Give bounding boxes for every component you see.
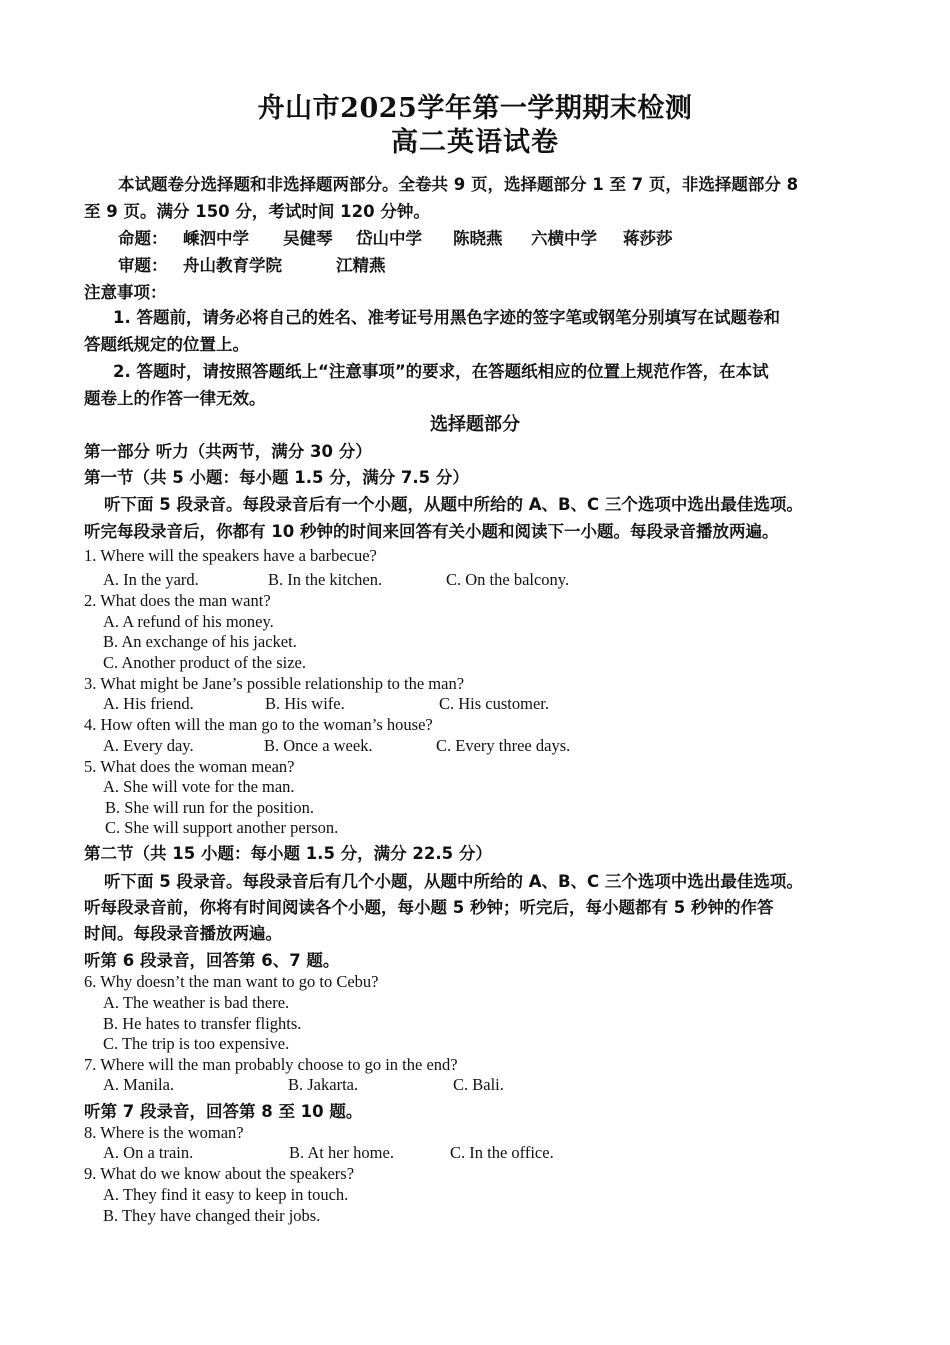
question-1-option-a: A. In the yard. [103,570,199,589]
question-2-option-a: A. A refund of his money. [103,612,274,631]
question-5-option-a: A. She will vote for the man. [103,777,295,796]
setters-label: 命题： [118,229,168,248]
intro-line-2: 至 9 页。满分 150 分，考试时间 120 分钟。 [84,202,430,221]
question-9-option-a: A. They find it easy to keep in touch. [103,1185,349,1204]
setter-school-3: 六横中学 [531,229,597,248]
question-9-stem: 9. What do we know about the speakers? [84,1164,355,1183]
reviewer-name: 江精燕 [336,256,386,275]
question-6-option-c: C. The trip is too expensive. [103,1034,290,1053]
question-4-option-a: A. Every day. [103,736,194,755]
note-2-line-2: 题卷上的作答一律无效。 [84,389,266,408]
setter-name-3: 蒋莎莎 [623,229,673,248]
reviewer-school: 舟山教育学院 [183,256,282,275]
intro-line-1: 本试题卷分选择题和非选择题两部分。全卷共 9 页，选择题部分 1 至 7 页，非选择题部分 8 [118,175,799,194]
setter-school-1: 嵊泗中学 [183,229,249,248]
question-8-option-a: A. On a train. [103,1143,194,1162]
note-1-line-1: 1. 答题前，请务必将自己的姓名、准考证号用黑色字迹的签字笔或钢笔分别填写在试题卷和 [113,308,780,327]
exam-title: 舟山市2025学年第一学期期末检测 [257,93,693,124]
question-9-option-b: B. They have changed their jobs. [103,1206,321,1225]
question-2-stem: 2. What does the man want? [84,591,271,610]
question-5-option-b: B. She will run for the position. [105,798,314,817]
question-6-option-b: B. He hates to transfer flights. [103,1014,302,1033]
question-4-stem: 4. How often will the man go to the woman’s house? [84,715,433,734]
question-1-stem: 1. Where will the speakers have a barbecue? [84,546,377,565]
setter-school-2: 岱山中学 [356,229,422,248]
question-3-option-c: C. His customer. [439,694,549,713]
section1-instruction-1: 听下面 5 段录音。每段录音后有一个小题，从题中所给的 A、B、C 三个选项中选出最佳选项。 [104,495,803,514]
recording-6-instruction: 听第 6 段录音，回答第 6、7 题。 [84,951,340,970]
section1-heading: 第一节（共 5 小题：每小题 1.5 分，满分 7.5 分） [84,468,469,487]
question-7-option-b: B. Jakarta. [288,1075,359,1094]
question-3-option-b: B. His wife. [265,694,345,713]
section-title: 选择题部分 [430,414,520,435]
question-4-option-b: B. Once a week. [264,736,373,755]
question-7-stem: 7. Where will the man probably choose to go in the end? [84,1055,458,1074]
recording-7-instruction: 听第 7 段录音，回答第 8 至 10 题。 [84,1102,363,1121]
part1-heading: 第一部分 听力（共两节，满分 30 分） [84,442,372,461]
question-6-stem: 6. Why doesn’t the man want to go to Cebu? [84,972,379,991]
note-1-line-2: 答题纸规定的位置上。 [84,335,249,354]
question-2-option-b: B. An exchange of his jacket. [103,632,297,651]
section1-instruction-2: 听完每段录音后，你都有 10 秒钟的时间来回答有关小题和阅读下一小题。每段录音播放两遍。 [84,522,779,541]
section2-instruction-1: 听下面 5 段录音。每段录音后有几个小题，从题中所给的 A、B、C 三个选项中选出最佳选项。 [104,872,803,891]
exam-subtitle: 高二英语试卷 [391,127,559,158]
question-1-option-c: C. On the balcony. [446,570,570,589]
question-8-option-b: B. At her home. [289,1143,394,1162]
question-3-option-a: A. His friend. [103,694,194,713]
question-5-option-c: C. She will support another person. [105,818,339,837]
section2-instruction-3: 时间。每段录音播放两遍。 [84,924,282,943]
reviewers-label: 审题： [118,256,168,275]
note-2-line-1: 2. 答题时，请按照答题纸上“注意事项”的要求，在答题纸相应的位置上规范作答，在本试 [113,362,769,381]
section2-instruction-2: 听每段录音前，你将有时间阅读各个小题，每小题 5 秒钟；听完后，每小题都有 5 秒钟的作答 [84,898,774,917]
question-7-option-a: A. Manila. [103,1075,175,1094]
question-6-option-a: A. The weather is bad there. [103,993,290,1012]
question-7-option-c: C. Bali. [453,1075,504,1094]
question-5-stem: 5. What does the woman mean? [84,757,295,776]
setter-name-1: 吴健琴 [283,229,333,248]
question-3-stem: 3. What might be Jane’s possible relationship to the man? [84,674,465,693]
notes-heading: 注意事项： [84,283,167,302]
question-8-option-c: C. In the office. [450,1143,554,1162]
setter-name-2: 陈晓燕 [453,229,503,248]
question-4-option-c: C. Every three days. [436,736,571,755]
question-1-option-b: B. In the kitchen. [268,570,383,589]
section2-heading: 第二节（共 15 小题：每小题 1.5 分，满分 22.5 分） [84,844,492,863]
question-2-option-c: C. Another product of the size. [103,653,306,672]
question-8-stem: 8. Where is the woman? [84,1123,244,1142]
